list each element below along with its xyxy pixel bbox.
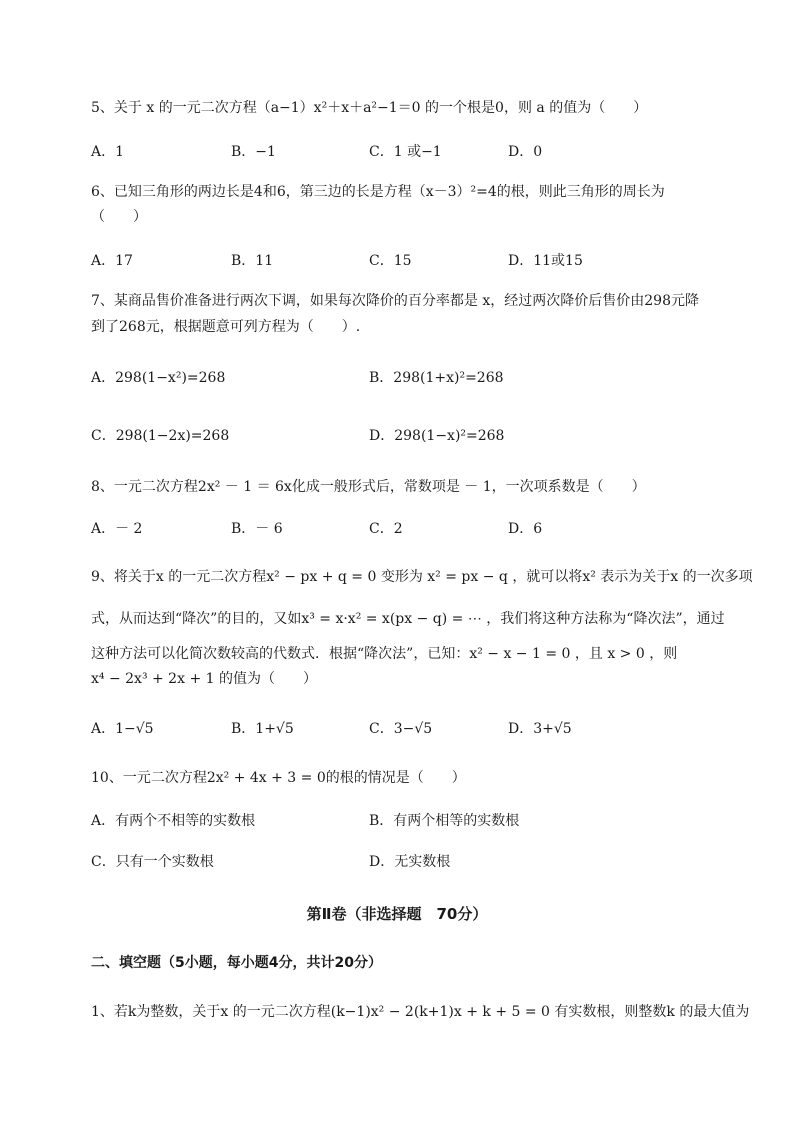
fill-in-question-1: 1、若k为整数，关于x 的一元二次方程(k−1)x² − 2(k+1)x + k + 5 = 0 有实数根，则整数k 的最大值为 bbox=[91, 1004, 750, 1020]
question-9-option-b: B．1+√5 bbox=[231, 721, 294, 737]
question-7-option-d: D．298(1−x)²=268 bbox=[369, 428, 505, 444]
question-10-option-c: C．只有一个实数根 bbox=[91, 854, 214, 870]
question-10-option-a: A．有两个不相等的实数根 bbox=[91, 813, 256, 829]
fill-in-section-heading: 二、填空题（5小题，每小题4分，共计20分） bbox=[91, 955, 382, 971]
question-5-stem: 5、关于 x 的一元二次方程（a−1）x²＋x＋a²−1＝0 的一个根是0，则 a 的值为（ ） bbox=[91, 100, 648, 116]
question-8-stem: 8、一元二次方程2x² － 1 ＝ 6x化成一般形式后，常数项是 － 1，一次项系数是（ ） bbox=[91, 479, 646, 495]
question-8-option-c: C．2 bbox=[369, 521, 403, 537]
question-5-option-d: D．0 bbox=[508, 144, 543, 160]
question-6-stem-line2: （ ） bbox=[91, 209, 147, 225]
question-9-option-c: C．3−√5 bbox=[369, 721, 433, 737]
question-9-option-d: D．3+√5 bbox=[508, 721, 572, 737]
question-9-stem-line2: 式，从而达到“降次”的目的，又如x³ = x·x² = x(px − q) = ⋯ ，我们将这种方法称为“降次法”，通过 bbox=[91, 611, 725, 627]
question-5-option-a: A．1 bbox=[91, 144, 125, 160]
question-7-option-c: C．298(1−2x)=268 bbox=[91, 428, 230, 444]
question-9-stem-line4: x⁴ − 2x³ + 2x + 1 的值为（ ） bbox=[91, 671, 317, 687]
question-7-option-b: B．298(1+x)²=268 bbox=[369, 370, 504, 386]
question-6-stem-line1: 6、已知三角形的两边长是4和6，第三边的长是方程（x－3）²=4的根，则此三角形的周长为 bbox=[91, 184, 665, 200]
question-10-stem: 10、一元二次方程2x² + 4x + 3 = 0的根的情况是（ ） bbox=[91, 770, 466, 786]
question-8-option-d: D．6 bbox=[508, 521, 543, 537]
question-6-option-a: A．17 bbox=[91, 253, 133, 269]
question-5-option-c: C．1 或−1 bbox=[369, 144, 442, 160]
question-5-option-b: B．−1 bbox=[231, 144, 276, 160]
question-7-stem-line1: 7、某商品售价准备进行两次下调，如果每次降价的百分率都是 x，经过两次降价后售价由298元降 bbox=[91, 293, 699, 309]
part-2-title: 第Ⅱ卷（非选择题 70分） bbox=[306, 905, 488, 923]
question-8-option-a: A．－ 2 bbox=[91, 521, 143, 537]
question-9-stem-line3: 这种方法可以化简次数较高的代数式．根据“降次法”，已知：x² − x − 1 = 0 ，且 x > 0 ，则 bbox=[91, 646, 678, 662]
question-9-stem-line1: 9、将关于x 的一元二次方程x² − px + q = 0 变形为 x² = px − q ，就可以将x² 表示为关于x 的一次多项 bbox=[91, 569, 753, 585]
question-7-option-a: A．298(1−x²)=268 bbox=[91, 370, 226, 386]
question-6-option-d: D．11或15 bbox=[508, 253, 583, 269]
question-7-stem-line2: 到了268元，根据题意可列方程为（ ）. bbox=[91, 319, 361, 335]
question-9-option-a: A．1−√5 bbox=[91, 721, 154, 737]
question-10-option-d: D．无实数根 bbox=[369, 854, 451, 870]
question-6-option-b: B．11 bbox=[231, 253, 274, 269]
question-8-option-b: B．－ 6 bbox=[231, 521, 283, 537]
question-6-option-c: C．15 bbox=[369, 253, 412, 269]
question-10-option-b: B．有两个相等的实数根 bbox=[369, 813, 520, 829]
